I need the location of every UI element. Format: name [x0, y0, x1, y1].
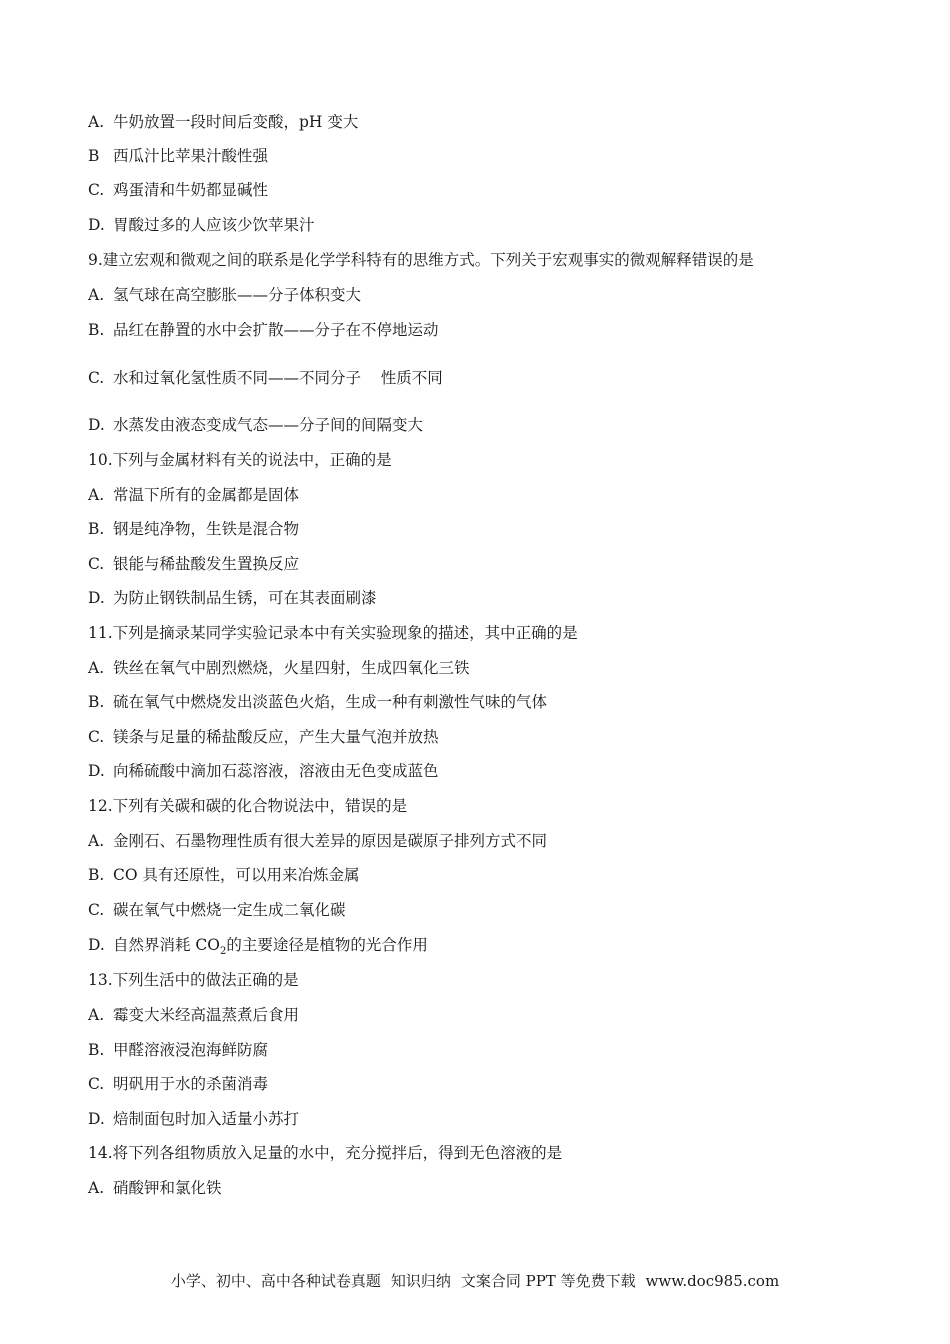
option-a-line [88, 285, 361, 305]
question-text: 14.将下列各组物质放入足量的水中，充分搅拌后，得到无色溶液的是 [88, 1144, 563, 1162]
option-text: 钢是纯净物，生铁是混合物 [113, 520, 300, 538]
option-a-line [88, 1178, 222, 1198]
question-13 [88, 970, 299, 990]
option-c-line [88, 1074, 268, 1094]
option-label: A. [88, 113, 105, 131]
option-text: 鸡蛋清和牛奶都显碱性 [113, 181, 269, 199]
option-text: 胃酸过多的人应该少饮苹果汁 [113, 216, 315, 234]
option-label: A. [88, 1179, 105, 1197]
option-text: 氢气球在高空膨胀——分子体积变大 [113, 286, 362, 304]
option-label: A. [88, 832, 105, 850]
option-b-line [88, 865, 360, 885]
option-text: 明矾用于水的杀菌消毒 [113, 1075, 269, 1093]
option-text: 焙制面包时加入适量小苏打 [113, 1110, 300, 1128]
option-text: 金刚石、石墨物理性质有很大差异的原因是碳原子排列方式不同 [113, 832, 548, 850]
option-text: 水和过氧化氢性质不同——不同分子 性质不同 [113, 369, 443, 387]
option-label: B. [88, 1041, 105, 1059]
footer-url-link[interactable]: www.doc985.com [645, 1272, 780, 1290]
option-text: 硝酸钾和氯化铁 [113, 1179, 222, 1197]
option-label: C. [88, 1075, 105, 1093]
option-label: D. [88, 1110, 105, 1128]
option-a-line [88, 485, 299, 505]
option-a-line [88, 1005, 299, 1025]
option-text: 硫在氧气中燃烧发出淡蓝色火焰，生成一种有刺激性气味的气体 [113, 693, 548, 711]
option-text-part: 的主要途径是植物的光合作用 [226, 936, 428, 954]
option-label: C. [88, 555, 105, 573]
option-text: 铁丝在氧气中剧烈燃烧，火星四射，生成四氧化三铁 [113, 659, 470, 677]
option-a-line [88, 831, 547, 851]
option-text: 牛奶放置一段时间后变酸，pH 变大 [113, 113, 359, 131]
option-label: B. [88, 520, 105, 538]
question-12 [88, 796, 407, 816]
option-label: C. [88, 901, 105, 919]
question-11 [88, 623, 578, 643]
option-label: A. [88, 486, 105, 504]
option-c-line [88, 900, 346, 920]
option-text: 银能与稀盐酸发生置换反应 [113, 555, 300, 573]
option-c-line [88, 554, 299, 574]
option-d-line [88, 588, 377, 608]
question-14 [88, 1143, 562, 1163]
option-text: 西瓜汁比苹果汁酸性强 [113, 147, 269, 165]
option-text: 品红在静置的水中会扩散——分子在不停地运动 [113, 321, 439, 339]
option-b-line [88, 146, 268, 166]
option-label: B [88, 147, 100, 165]
option-label: C. [88, 369, 105, 387]
question-text: 10.下列与金属材料有关的说法中，正确的是 [88, 451, 392, 469]
option-label: A. [88, 286, 105, 304]
footer-text-2: 知识归纳 [390, 1272, 451, 1290]
question-10 [88, 450, 392, 470]
option-d-line [88, 935, 428, 962]
option-label: D. [88, 762, 105, 780]
option-text: 霉变大米经高温蒸煮后食用 [113, 1006, 300, 1024]
option-text: CO 具有还原性，可以用来冶炼金属 [113, 866, 360, 884]
option-text: 向稀硫酸中滴加石蕊溶液，溶液由无色变成蓝色 [113, 762, 439, 780]
option-c-line [88, 727, 439, 747]
option-label: C. [88, 181, 105, 199]
option-label: A. [88, 659, 105, 677]
option-text: 甲醛溶液浸泡海鲜防腐 [113, 1041, 269, 1059]
option-d-line [88, 761, 439, 781]
option-label: D. [88, 416, 105, 434]
option-a-line [88, 112, 358, 132]
option-label: B. [88, 321, 105, 339]
option-b-line [88, 519, 299, 539]
question-9 [88, 250, 754, 270]
option-a-line [88, 658, 470, 678]
option-d-line [88, 1109, 299, 1129]
option-text: 碳在氧气中燃烧一定生成二氧化碳 [113, 901, 346, 919]
option-label: B. [88, 693, 105, 711]
subscript-2: 2 [220, 946, 227, 958]
question-text: 12.下列有关碳和碳的化合物说法中，错误的是 [88, 797, 408, 815]
option-b-line [88, 692, 547, 712]
option-label: C. [88, 728, 105, 746]
option-label: B. [88, 866, 105, 884]
option-text: 为防止钢铁制品生锈，可在其表面刷漆 [113, 589, 377, 607]
option-label: A. [88, 1006, 105, 1024]
option-d-line [88, 215, 315, 235]
question-text: 11.下列是摘录某同学实验记录本中有关实验现象的描述，其中正确的是 [88, 624, 578, 642]
option-b-line [88, 320, 439, 340]
option-c-line [88, 180, 268, 200]
option-c-line [88, 368, 443, 388]
option-label: D. [88, 589, 105, 607]
question-text: 9.建立宏观和微观之间的联系是化学学科特有的思维方式。下列关于宏观事实的微观解释错误的是 [88, 251, 754, 269]
footer-text-1: 小学、初中、高中各种试卷真题 [170, 1272, 381, 1290]
footer-text-3: 文案合同 PPT 等免费下载 [460, 1272, 636, 1290]
page-footer [0, 1270, 950, 1291]
question-text: 13.下列生活中的做法正确的是 [88, 971, 299, 989]
option-text: 镁条与足量的稀盐酸反应，产生大量气泡并放热 [113, 728, 439, 746]
option-label: D. [88, 216, 105, 234]
option-d-line [88, 415, 423, 435]
option-text: 常温下所有的金属都是固体 [113, 486, 300, 504]
option-label: D. [88, 936, 105, 954]
option-b-line [88, 1040, 268, 1060]
option-text-part: 自然界消耗 CO [113, 936, 220, 954]
option-text: 水蒸发由液态变成气态——分子间的间隔变大 [113, 416, 424, 434]
